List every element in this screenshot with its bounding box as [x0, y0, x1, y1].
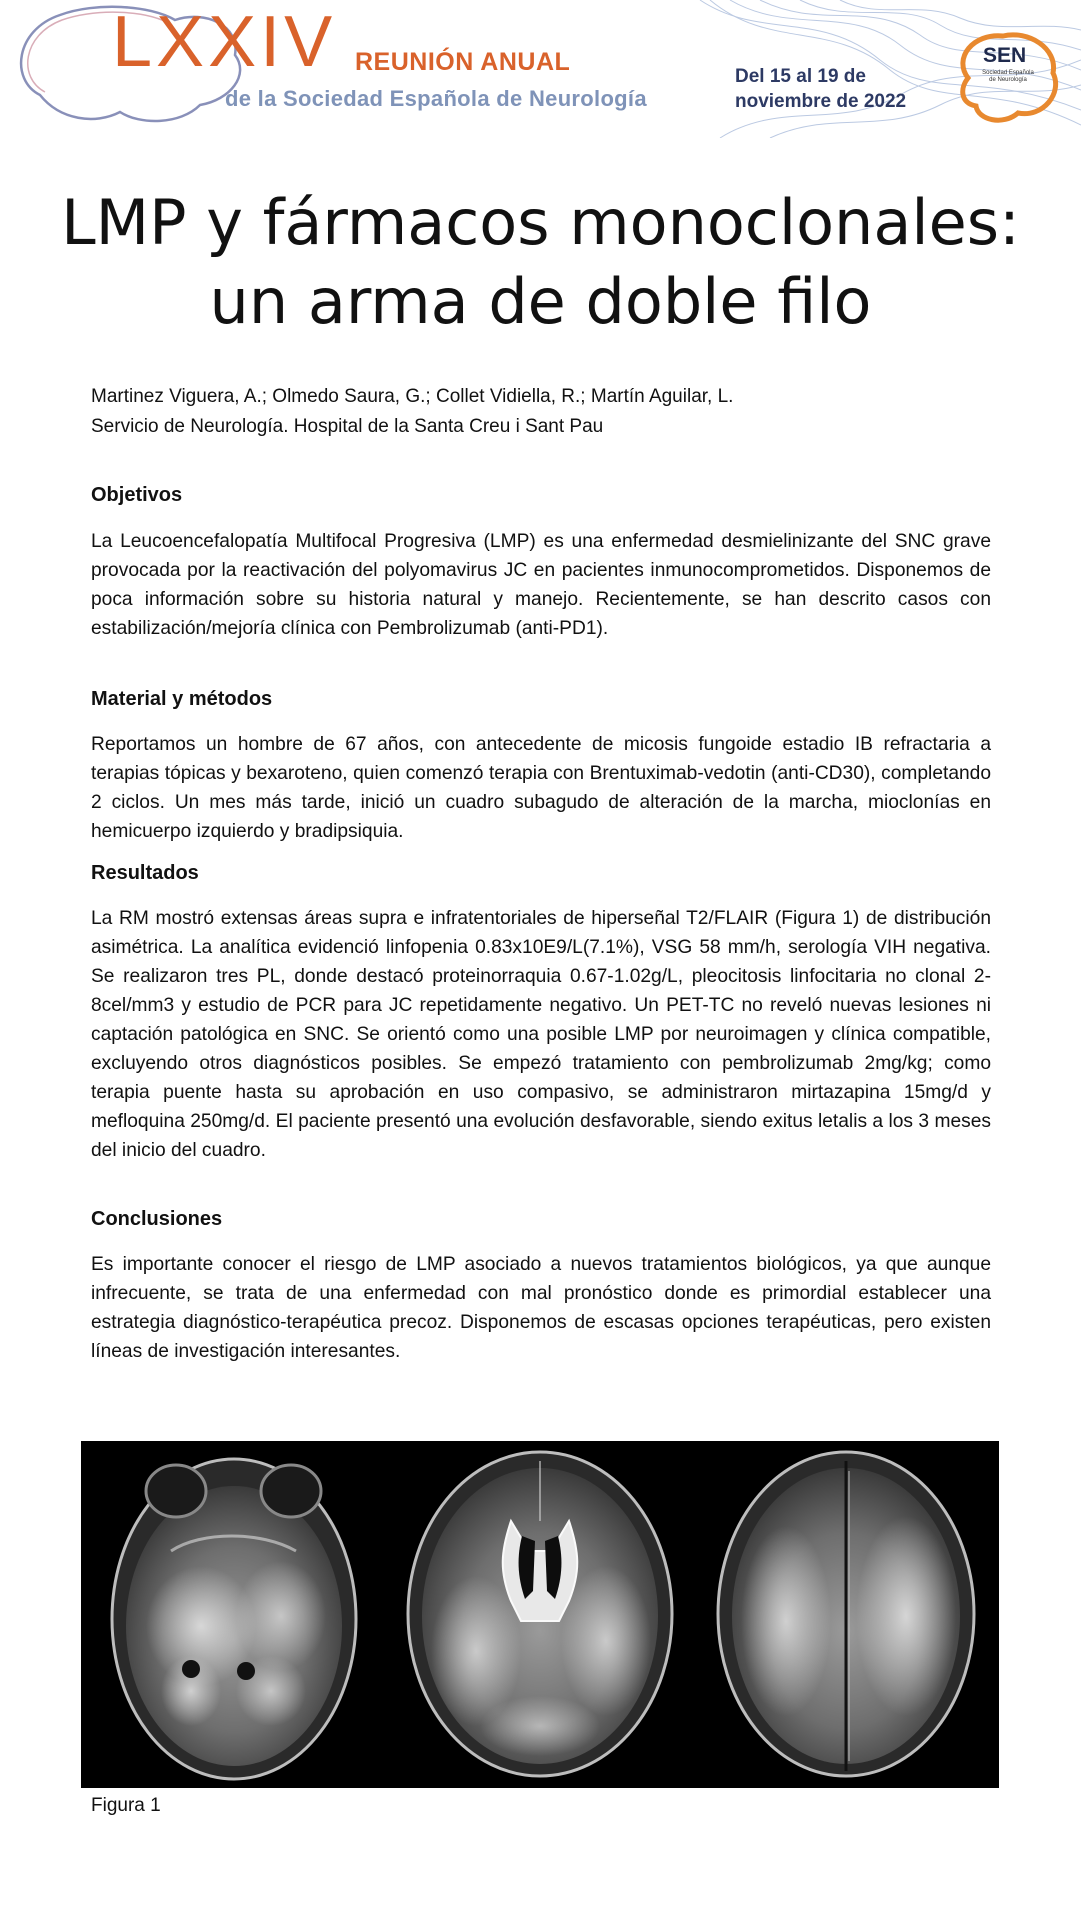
- conclusiones-heading: Conclusiones: [91, 1208, 223, 1230]
- mri-scan-3: [718, 1452, 974, 1776]
- material-heading: Material y métodos: [91, 688, 273, 710]
- dates-line-2: noviembre de 2022: [735, 91, 907, 112]
- authors-block: [91, 382, 733, 442]
- conclusiones-paragraph: Es importante conocer el riesgo de LMP asociado a nuevos tratamientos biológicos, ya que aunque infrecuente, se trata de una enfermedad con mal pronóstico donde es primordial establecer una estrategia diagnóstico-terapéutica precoz. Disponemos de escasas opciones terapéuticas, pero existen líneas de investigación interesantes.: [91, 1254, 991, 1362]
- title-line-1: LMP y fármacos monoclonales:: [61, 186, 1020, 259]
- congress-banner: [0, 0, 1081, 138]
- conclusiones-text: [91, 1250, 991, 1366]
- sen-logo-text: SEN: [983, 44, 1027, 67]
- author-names: Martinez Viguera, A.; Olmedo Saura, G.; Collet Vidiella, R.; Martín Aguilar, L.: [91, 386, 734, 407]
- material-text: [91, 730, 991, 846]
- meeting-label: REUNIÓN ANUAL: [355, 48, 571, 76]
- mri-scans: [81, 1441, 999, 1788]
- mri-scan-1: [112, 1459, 356, 1779]
- edition-number: LXXIV: [112, 2, 337, 82]
- dates-line-1: Del 15 al 19 de: [735, 66, 866, 87]
- sen-logo-subtext: Sociedad Española de Neurología: [982, 70, 1034, 83]
- mri-scan-2: [408, 1452, 672, 1776]
- congress-dates: [735, 64, 906, 114]
- objetivos-text: [91, 527, 991, 643]
- title-line-2: un arma de doble filo: [209, 265, 872, 338]
- objetivos-paragraph: La Leucoencefalopatía Multifocal Progresiva (LMP) es una enfermedad desmielinizante del SNC grave provocada por la reactivación del polyomavirus JC en pacientes inmunocomprometidos. Disponemos de poca información sobre su historia natural y manejo. Recientemente, se han descrito casos con estabilización/mejoría clínica con Pembrolizumab (anti-PD1).: [91, 531, 991, 639]
- material-paragraph: Reportamos un hombre de 67 años, con antecedente de micosis fungoide estadio IB refractaria a terapias tópicas y bexaroteno, quien comenzó terapia con Brentuximab-vedotin (anti-CD30), completando 2 ciclos. Un mes más tarde, inició un cuadro subagudo de alteración de la marcha, mioclonías en hemicuerpo izquierdo y bradipsiquia.: [91, 734, 991, 842]
- poster-title: [40, 183, 1041, 341]
- objetivos-heading: Objetivos: [91, 484, 183, 506]
- resultados-paragraph: La RM mostró extensas áreas supra e infratentoriales de hiperseñal T2/FLAIR (Figura 1) de distribución asimétrica. La analítica evidenció linfopenia 0.83x10E9/L(7.1%), VSG 58 mm/h, serología VIH negativa. Se realizaron tres PL, donde destacó proteinorraquia 0.67-1.02g/L, pleocitosis linfocitaria no clonal 2-8cel/mm3 y estudio de PCR para JC repetidamente negativo. Un PET-TC no reveló nuevas lesiones ni captación patológica en SNC. Se orientó como una posible LMP por neuroimagen y clínica compatible, excluyendo otros diagnósticos posibles. Se empezó tratamiento con pembrolizumab 2mg/kg; como terapia puente hasta su aprobación en uso compasivo, se administraron mirtazapina 15mg/d y mefloquina 250mg/d. El paciente presentó una evolución desfavorable, siendo exitus letalis a los 3 meses del inicio del cuadro.: [91, 908, 991, 1161]
- author-affiliation: Servicio de Neurología. Hospital de la Santa Creu i Sant Pau: [91, 416, 604, 437]
- society-name: de la Sociedad Española de Neurología: [225, 86, 647, 111]
- resultados-text: [91, 904, 991, 1165]
- figure-caption: Figura 1: [91, 1795, 161, 1816]
- mri-figure: [81, 1441, 999, 1788]
- resultados-heading: Resultados: [91, 862, 199, 884]
